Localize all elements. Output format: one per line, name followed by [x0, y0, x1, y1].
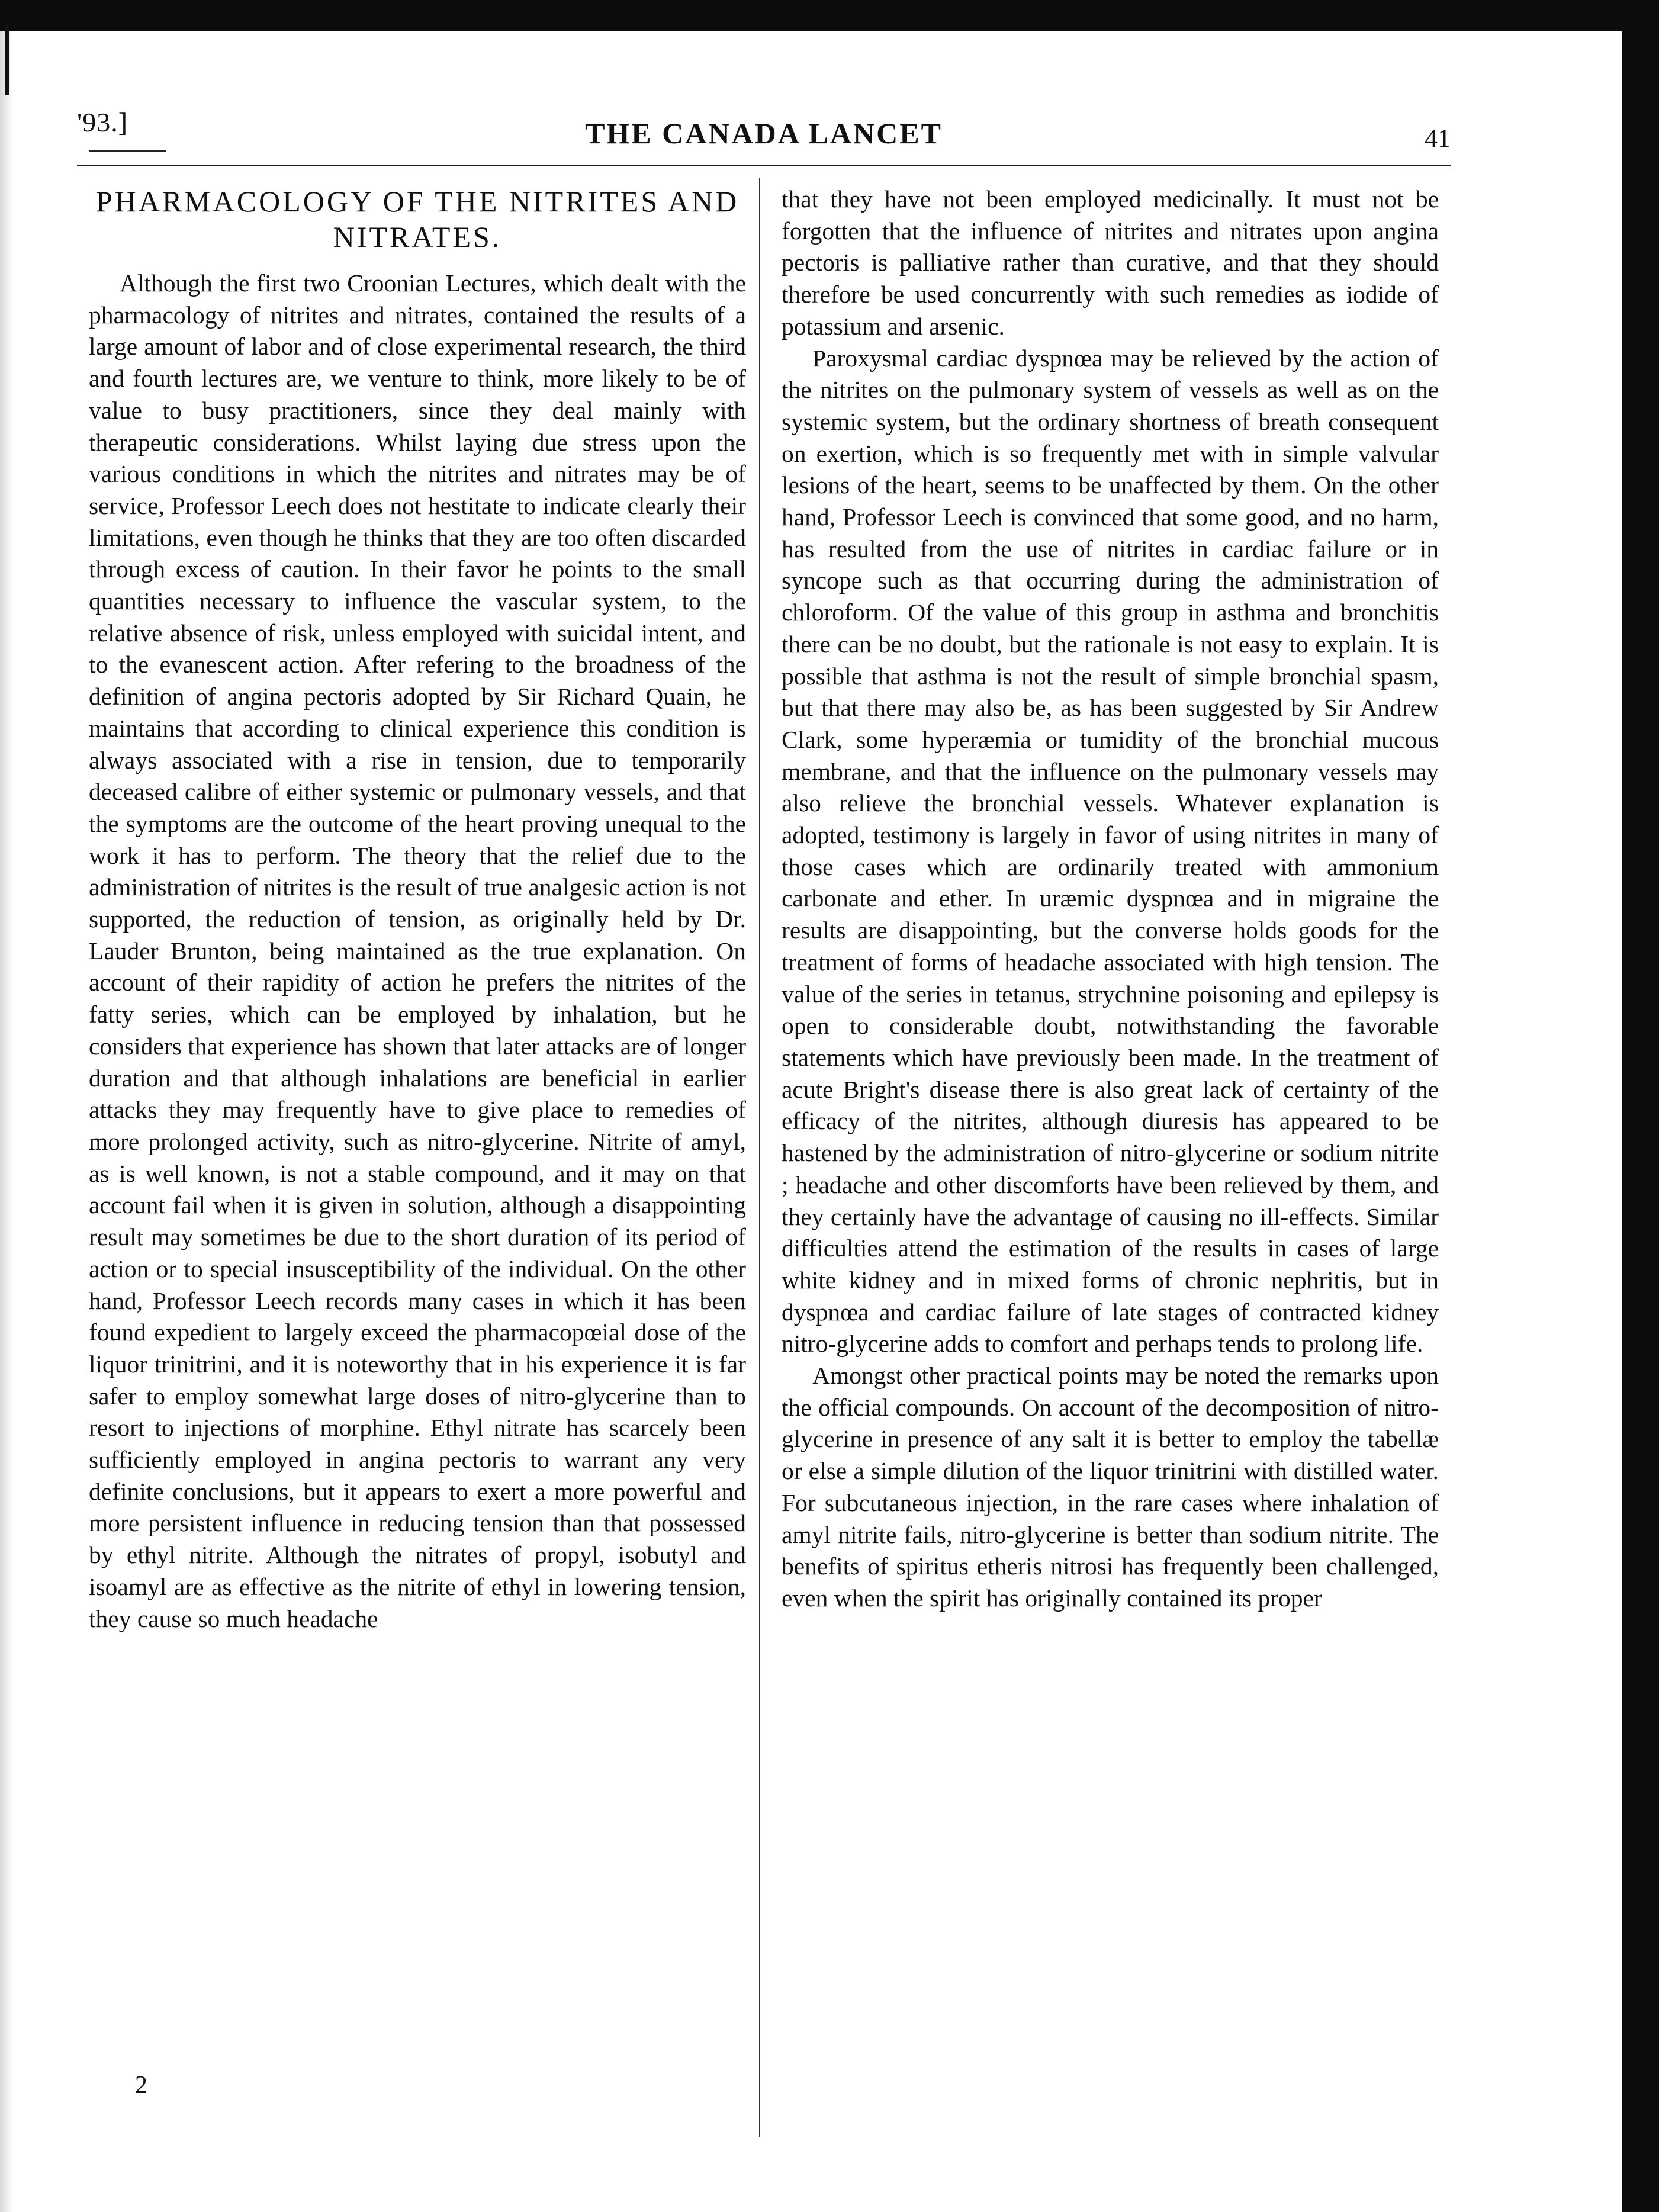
column-divider	[759, 178, 760, 2137]
article-title: PHARMACOLOGY OF THE NITRITES AND NITRATES.	[95, 185, 740, 253]
left-column	[89, 184, 746, 1635]
signature-mark: 2	[135, 2072, 147, 2099]
right-paragraph-1: that they have not been employed medicinally. It must not be forgotten that the influence of nitrites and nitrates upon angina pectoris is palliative rather than curative, and that they should therefore be used concurrently with such remedies as iodide of potassium and arsenic.	[782, 185, 1439, 340]
right-paragraph-2: Paroxysmal cardiac dyspnœa may be relieved by the action of the nitrites on the pulmonary system of vessels as well as on the systemic system, but the ordinary shortness of breath consequent on exertion, which is so frequently met with in simple valvular lesions of the heart, seems to be unaffected by them. On the other hand, Professor Leech is convinced that some good, and no harm, has resulted from the use of nitrites in cardiac failure or in syncope such as that occurring during the administration of chloroform. Of the value of this group in asthma and bronchitis there can be no doubt, but the rationale is not easy to explain. It is possible that asthma is not the result of simple bronchial spasm, but that there may also be, as has been suggested by Sir Andrew Clark, some hyperæmia or tumidity of the bronchial mucous membrane, and that the influence on the pulmonary vessels may also relieve the bronchial vessels. Whatever explanation is adopted, testimony is largely in favor of using nitrites in many of those cases which are ordinarily treated with ammonium carbonate and ether. In uræmic dyspnœa and in migraine the results are disappointing, but the converse holds goods for the treatment of forms of headache associated with high tension. The value of the series in tetanus, strychnine poisoning and epilepsy is open to considerable doubt, notwithstanding the favorable statements which have previously been made. In the treatment of acute Bright's disease there is also great lack of certainty of the efficacy of the nitrites, although diuresis has appeared to be hastened by the administration of nitro-glycerine or sodium nitrite ; headache and other discomforts have been relieved by them, and they certainly have the advantage of causing no ill-effects. Similar difficulties attend the estimation of the results in cases of large white kidney and in mixed forms of chronic nephritis, but in dyspnœa and cardiac failure of late stages of contracted kidney nitro-glycerine adds to comfort and perhaps tends to prolong life.	[782, 344, 1439, 1358]
right-paragraph-3: Amongst other practical points may be noted the remarks upon the official compounds. On account of the decomposition of nitro-glycerine in presence of any salt it is better to employ the tabellæ or else a simple dilution of the liquor trinitrini with distilled water. For subcutaneous injection, in the rare cases where inhalation of amyl nitrite fails, nitro-glycerine is better than sodium nitrite. The benefits of spiritus etheris nitrosi has frequently been challenged, even when the spirit has originally contained its proper	[782, 1362, 1439, 1612]
running-head	[77, 89, 1451, 172]
scan-left-mark	[5, 24, 9, 95]
scan-top-border	[0, 0, 1659, 31]
year-underline	[89, 150, 166, 152]
scan-right-border	[1622, 0, 1659, 2212]
right-column	[782, 184, 1439, 1615]
page-number: 41	[1425, 124, 1451, 153]
running-head-year: '93.]	[77, 107, 128, 137]
journal-title: THE CANADA LANCET	[585, 117, 943, 150]
header-rule	[77, 165, 1451, 166]
scan-left-edge	[0, 31, 13, 2212]
journal-page	[77, 89, 1451, 2173]
left-paragraph-1: Although the first two Croonian Lectures, which dealt with the pharmacology of nitrites and nitrates, contained the results of a large amount of labor and of close experimental research, the third and fourth lectures are, we venture to think, more likely to be of value to busy practitioners, since they deal mainly with therapeutic considerations. Whilst laying due stress upon the various conditions in which the nitrites and nitrates may be of service, Professor Leech does not hestitate to indicate clearly their limitations, even though he thinks that they are too often discarded through excess of caution. In their favor he points to the small quantities necessary to influence the vascular system, to the relative absence of risk, unless employed with suicidal intent, and to the evanescent action. After refering to the broadness of the definition of angina pectoris adopted by Sir Richard Quain, he maintains that according to clinical experience this condition is always associated with a rise in tension, due to temporarily deceased calibre of either systemic or pulmonary vessels, and that the symptoms are the outcome of the heart proving unequal to the work it has to perform. The theory that the relief due to the administration of nitrites is the result of true analgesic action is not supported, the reduction of tension, as originally held by Dr. Lauder Brunton, being maintained as the true explanation. On account of their rapidity of action he prefers the nitrites of the fatty series, which can be employed by inhalation, but he considers that experience has shown that later attacks are of longer duration and that although inhalations are beneficial in earlier attacks they may frequently have to give place to remedies of more prolonged activity, such as nitro-glycerine. Nitrite of amyl, as is well known, is not a stable compound, and it may on that account fail when it is given in solution, although a disappointing result may sometimes be due to the short duration of its period of action or to special insusceptibility of the individual. On the other hand, Professor Leech records many cases in which it has been found expedient to largely exceed the pharmacopœial dose of the liquor trinitrini, and it is noteworthy that in his experience it is far safer to employ somewhat large doses of nitro-glycerine than to resort to injections of morphine. Ethyl nitrate has scarcely been sufficiently employed in angina pectoris to warrant any very definite conclusions, but it appears to exert a more powerful and more persistent influence in reducing tension than that possessed by ethyl nitrite. Although the nitrates of propyl, isobutyl and isoamyl are as effective as the nitrite of ethyl in lowering tension, they cause so much headache	[89, 269, 746, 1632]
